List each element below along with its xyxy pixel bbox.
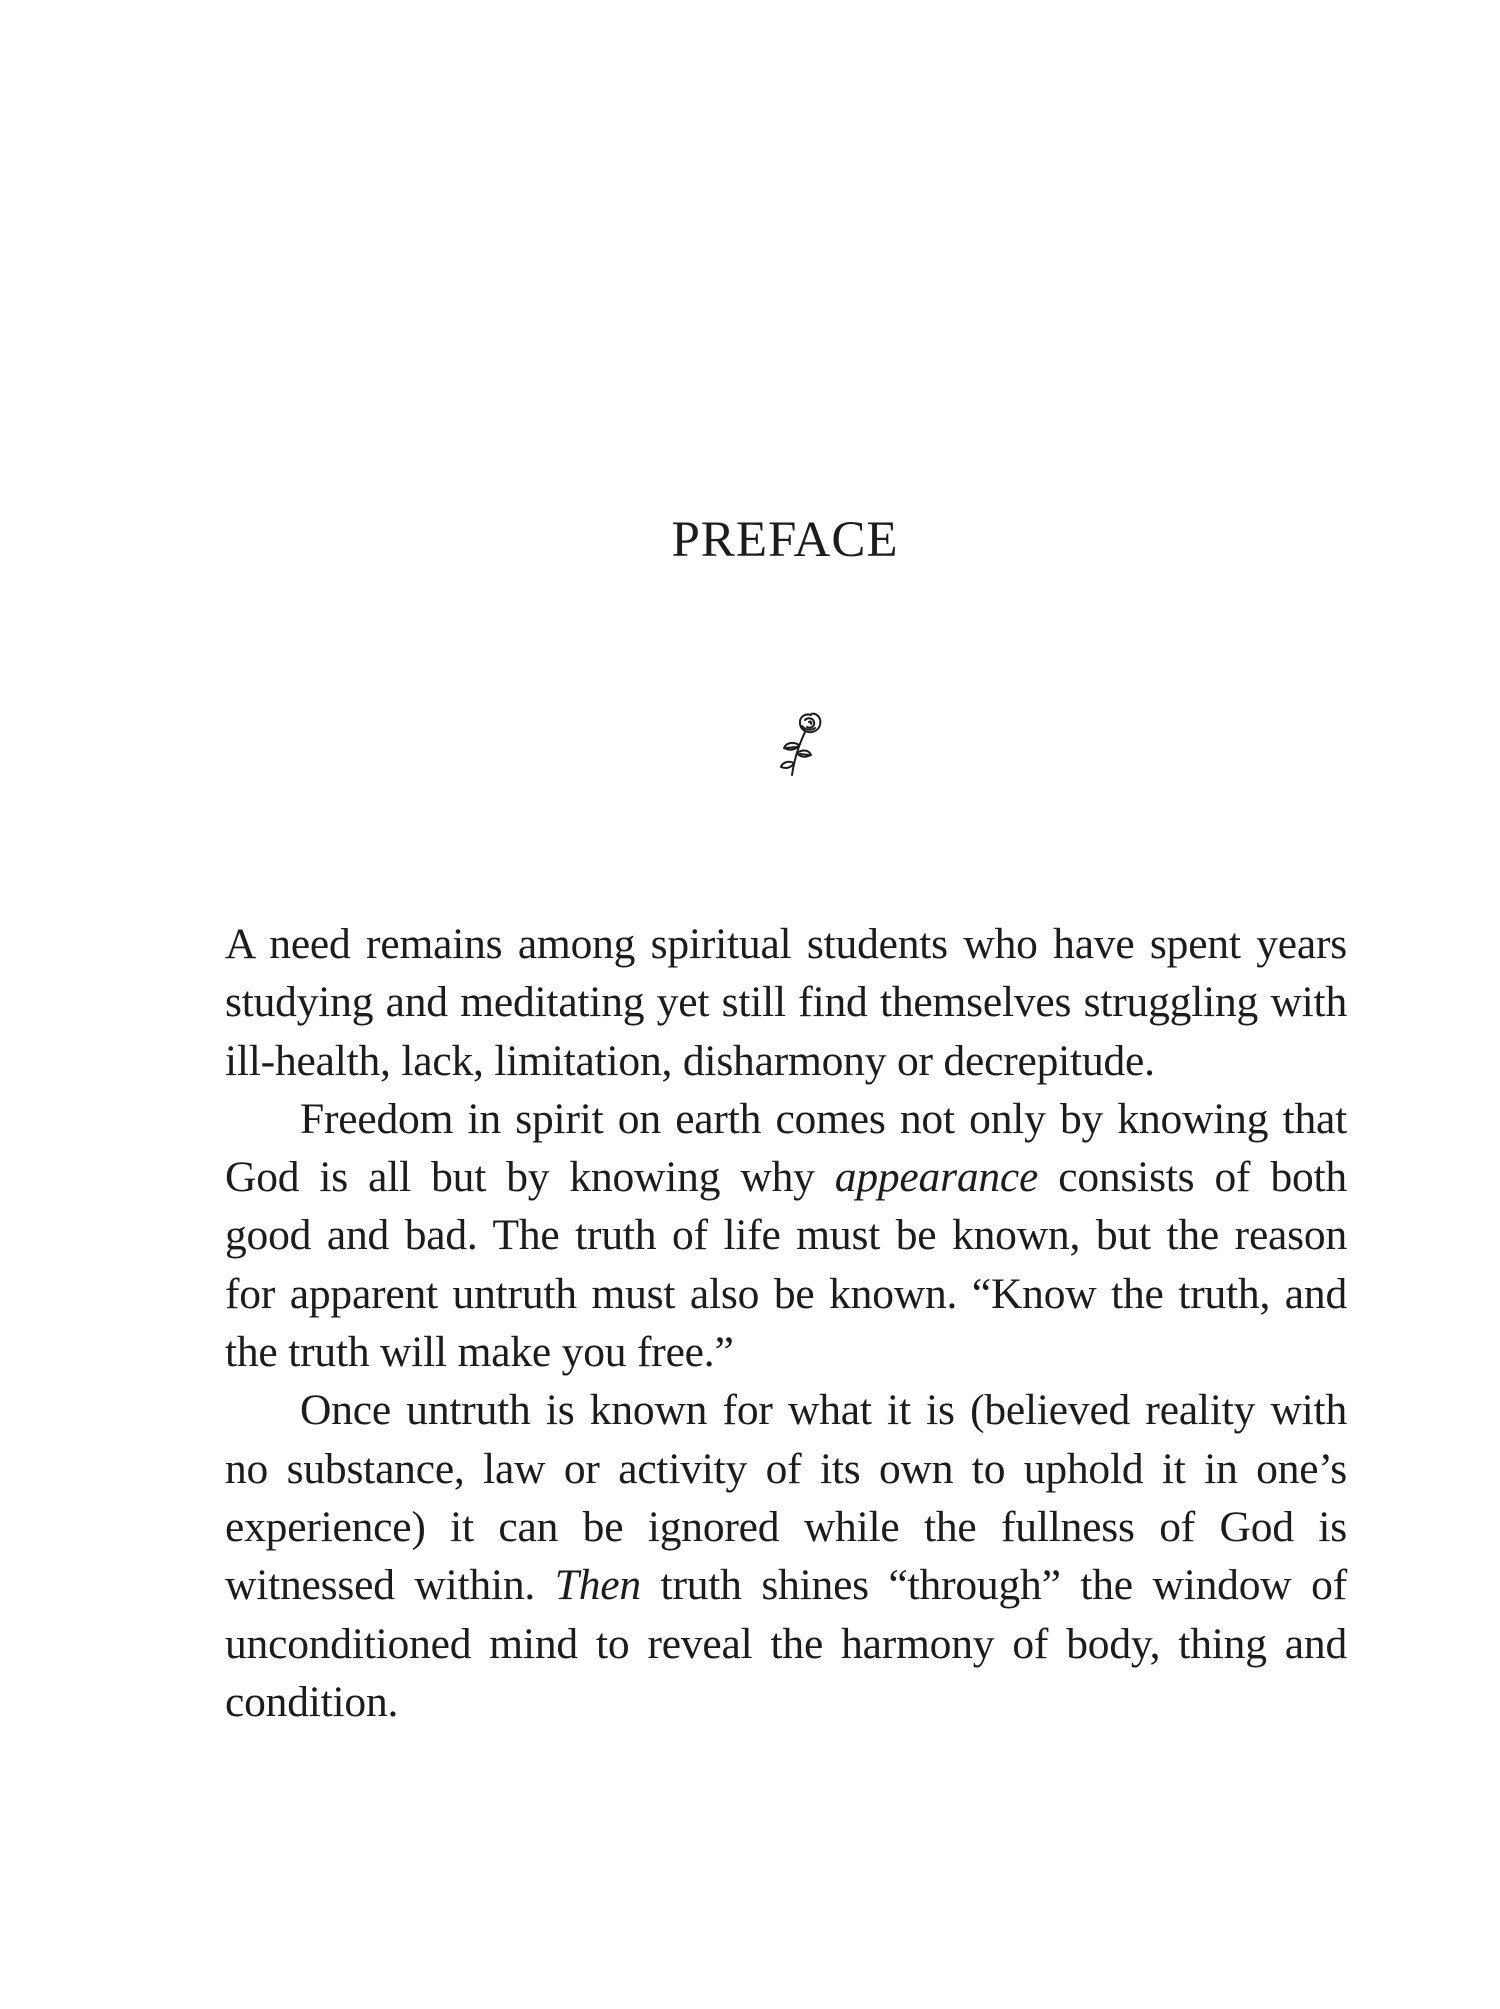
paragraph-2-emphasis: appearance xyxy=(834,1153,1039,1202)
paragraph-2-text-start: Freedom in spirit on earth comes not only by knowing that God is all but by knowing why xyxy=(225,1094,1347,1202)
paragraph-3-emphasis: Then xyxy=(554,1561,641,1610)
paragraph-1 xyxy=(225,915,1347,1090)
preface-body xyxy=(225,915,1347,1731)
paragraph-1-text: A need remains among spiritual students who have spent years studying and meditating yet still find themselves struggling with ill-health, lack, limitation, disharmony or decrepitude. xyxy=(225,920,1347,1085)
rose-flower-icon xyxy=(775,705,835,785)
paragraph-3 xyxy=(225,1381,1347,1731)
paragraph-2-text-end: consists of both good and bad. The truth of life must be known, but the reason for apparent untruth must also be known. “Know the truth, and the truth will make you free.” xyxy=(225,1153,1347,1377)
page-title: PREFACE xyxy=(671,512,899,568)
paragraph-3-text-start: Once untruth is known for what it is (believed reality with no substance, law or activity of its own to uphold it in one’s experience) it can be ignored while the fullness of God is witnessed within. xyxy=(225,1386,1347,1610)
paragraph-3-text-end: truth shines “through” the window of unconditioned mind to reveal the harmony of body, thing and condition. xyxy=(225,1561,1347,1726)
paragraph-2 xyxy=(225,1090,1347,1381)
